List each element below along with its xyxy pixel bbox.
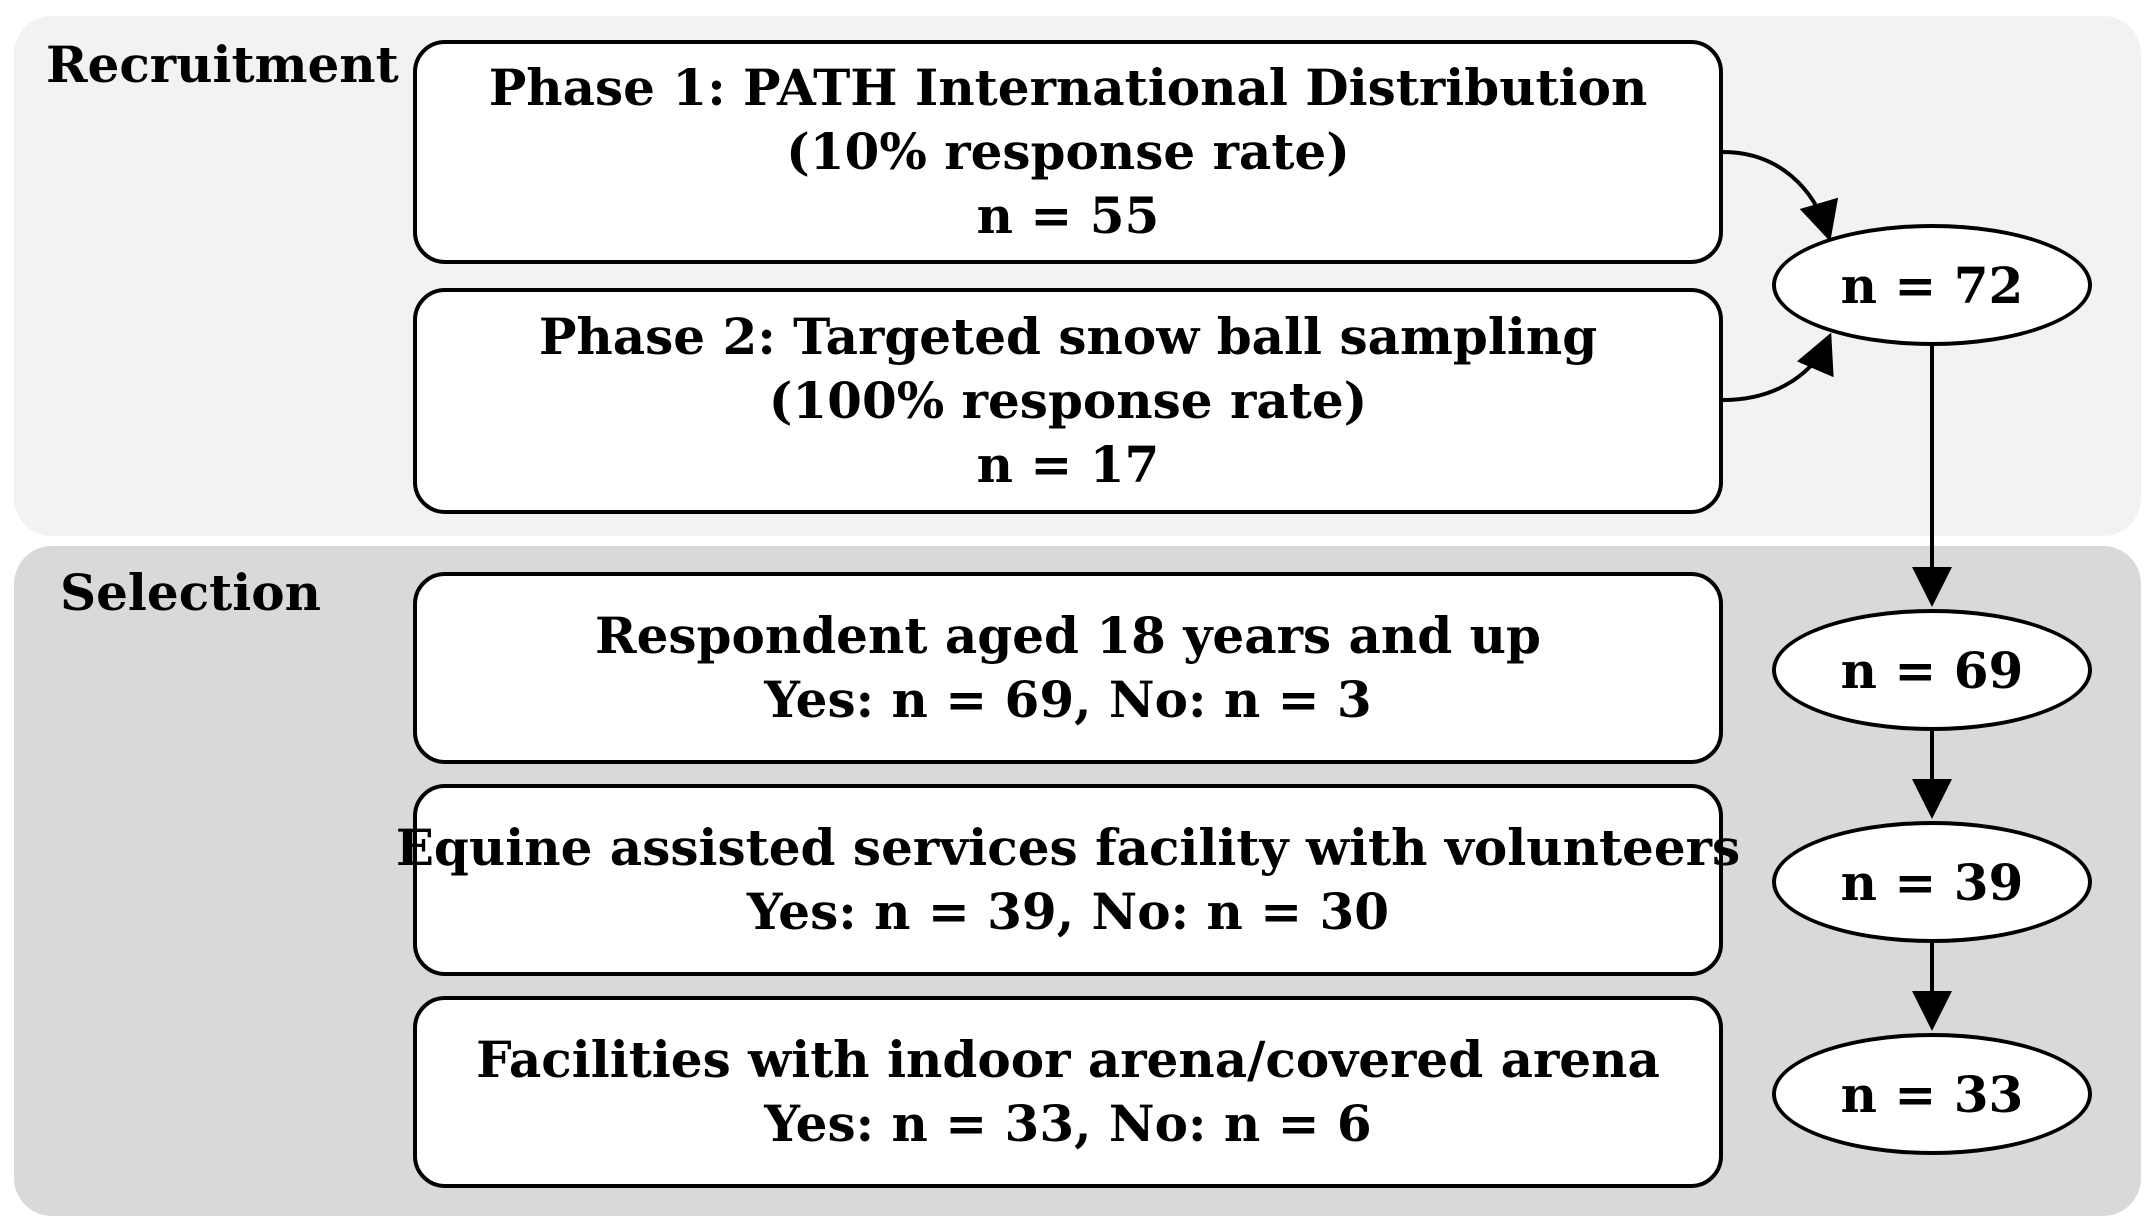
- volunteers-count-oval: n = 39: [1772, 821, 2092, 943]
- phase2-count: n = 17: [976, 435, 1160, 494]
- phase1-count: n = 55: [976, 186, 1160, 245]
- selection-label: Selection: [60, 563, 321, 622]
- arena-criterion-result: Yes: n = 33, No: n = 6: [764, 1094, 1372, 1153]
- arena-count-oval: n = 33: [1772, 1033, 2092, 1155]
- volunteers-criterion-result: Yes: n = 39, No: n = 30: [746, 882, 1390, 941]
- adults-count-oval: n = 69: [1772, 609, 2092, 731]
- phase2-title: Phase 2: Targeted snow ball sampling: [538, 307, 1598, 366]
- phase2-response-rate: (100% response rate): [768, 371, 1368, 430]
- phase1-to-total-arrow: [1723, 152, 1828, 234]
- phase2-to-total-arrow: [1723, 340, 1828, 400]
- arena-criterion-title: Facilities with indoor arena/covered arena: [476, 1030, 1660, 1089]
- age-criterion-title: Respondent aged 18 years and up: [595, 606, 1541, 665]
- recruitment-label: Recruitment: [46, 35, 399, 94]
- phase1-title: Phase 1: PATH International Distribution: [488, 58, 1648, 117]
- age-criterion-result: Yes: n = 69, No: n = 3: [764, 670, 1372, 729]
- total-count-oval: n = 72: [1772, 224, 2092, 346]
- volunteers-criterion-title: Equine assisted services facility with volunteers: [395, 818, 1741, 877]
- phase1-response-rate: (10% response rate): [786, 122, 1350, 181]
